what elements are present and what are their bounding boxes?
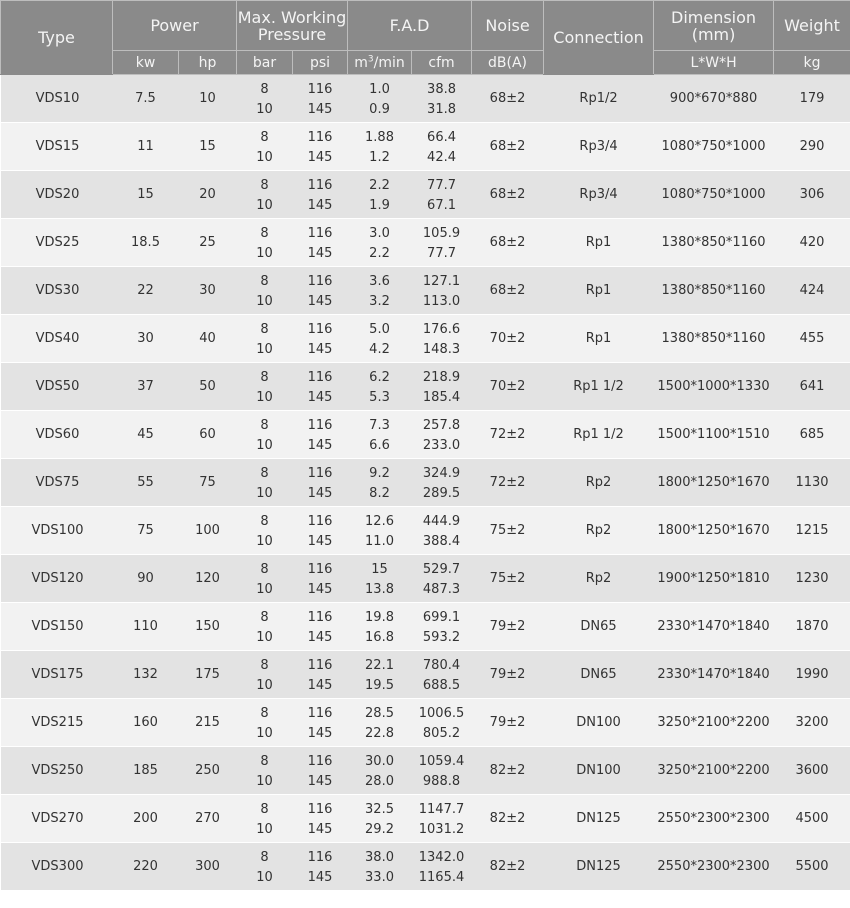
pressure-psi-cell: 145 [293, 625, 348, 651]
pressure-psi-cell: 116 [293, 843, 348, 866]
pressure-psi-cell: 116 [293, 555, 348, 578]
fad-cfm-cell: 185.4 [412, 385, 472, 411]
power-kw-cell: 45 [113, 411, 179, 459]
pressure-bar-cell: 8 [237, 171, 293, 194]
fad-cfm-cell: 77.7 [412, 241, 472, 267]
power-kw-cell: 75 [113, 507, 179, 555]
pressure-bar-cell: 10 [237, 817, 293, 843]
model-type-cell: VDS175 [1, 651, 113, 699]
power-header: Power [113, 1, 237, 51]
fad-m3-cell: 1.9 [348, 193, 412, 219]
fad-m3-cell: 19.8 [348, 603, 412, 626]
fad-cfm-cell: 1059.4 [412, 747, 472, 770]
pressure-psi-cell: 145 [293, 769, 348, 795]
connection-cell: Rp1/2 [544, 75, 654, 123]
pressure-bar-cell: 8 [237, 507, 293, 530]
model-type-cell: VDS300 [1, 843, 113, 891]
pressure-psi-cell: 116 [293, 603, 348, 626]
model-type-cell: VDS215 [1, 699, 113, 747]
fad-cfm-cell: 31.8 [412, 97, 472, 123]
fad-header: F.A.D [348, 1, 472, 51]
dimension-cell: 1080*750*1000 [654, 171, 774, 219]
power-kw-cell: 15 [113, 171, 179, 219]
connection-cell: Rp2 [544, 555, 654, 603]
fad-m3-cell: 9.2 [348, 459, 412, 482]
weight-cell: 306 [774, 171, 850, 219]
fad-cfm-cell: 1342.0 [412, 843, 472, 866]
power-kw-cell: 220 [113, 843, 179, 891]
connection-cell: Rp1 1/2 [544, 411, 654, 459]
model-type-cell: VDS30 [1, 267, 113, 315]
fad-cfm-cell: 1031.2 [412, 817, 472, 843]
dimension-cell: 1500*1100*1510 [654, 411, 774, 459]
connection-cell: Rp2 [544, 459, 654, 507]
fad-m3-cell: 3.6 [348, 267, 412, 290]
fad-cfm-cell: 127.1 [412, 267, 472, 290]
fad-cfm-cell: 38.8 [412, 75, 472, 98]
power-kw-cell: 90 [113, 555, 179, 603]
fad-cfm-cell: 42.4 [412, 145, 472, 171]
fad-cfm-cell: 487.3 [412, 577, 472, 603]
pressure-bar-cell: 10 [237, 337, 293, 363]
table-row [1, 411, 850, 434]
m3-min-unit: $m^3/\min$ [348, 51, 412, 75]
table-row [1, 651, 850, 674]
fad-cfm-cell: 257.8 [412, 411, 472, 434]
weight-cell: 685 [774, 411, 850, 459]
dimension-cell: 2550*2300*2300 [654, 795, 774, 843]
pressure-bar-cell: 8 [237, 411, 293, 434]
dimension-cell: 2330*1470*1840 [654, 603, 774, 651]
pressure-bar-cell: 10 [237, 769, 293, 795]
cfm-unit: cfm [412, 51, 472, 75]
fad-cfm-cell: 105.9 [412, 219, 472, 242]
pressure-bar-cell: 8 [237, 267, 293, 290]
pressure-bar-cell: 8 [237, 603, 293, 626]
model-type-cell: VDS120 [1, 555, 113, 603]
fad-cfm-cell: 77.7 [412, 171, 472, 194]
power-hp-cell: 215 [179, 699, 237, 747]
fad-m3-cell: 22.8 [348, 721, 412, 747]
power-hp-cell: 75 [179, 459, 237, 507]
fad-m3-cell: 0.9 [348, 97, 412, 123]
psi-unit: psi [293, 51, 348, 75]
fad-m3-cell: 15 [348, 555, 412, 578]
fad-cfm-cell: 593.2 [412, 625, 472, 651]
pressure-bar-cell: 10 [237, 577, 293, 603]
fad-m3-cell: 12.6 [348, 507, 412, 530]
power-hp-cell: 120 [179, 555, 237, 603]
pressure-bar-cell: 10 [237, 241, 293, 267]
pressure-bar-cell: 10 [237, 529, 293, 555]
fad-cfm-cell: 289.5 [412, 481, 472, 507]
fad-cfm-cell: 324.9 [412, 459, 472, 482]
dimension-cell: 1080*750*1000 [654, 123, 774, 171]
pressure-psi-cell: 145 [293, 817, 348, 843]
pressure-psi-cell: 145 [293, 241, 348, 267]
table-row [1, 747, 850, 770]
weight-cell: 420 [774, 219, 850, 267]
dimension-cell: 1380*850*1160 [654, 267, 774, 315]
dimension-cell: 1800*1250*1670 [654, 459, 774, 507]
pressure-psi-cell: 116 [293, 123, 348, 146]
connection-cell: Rp3/4 [544, 123, 654, 171]
table-row [1, 267, 850, 290]
fad-cfm-cell: 66.4 [412, 123, 472, 146]
fad-cfm-cell: 1165.4 [412, 865, 472, 891]
pressure-bar-cell: 8 [237, 75, 293, 98]
fad-cfm-cell: 444.9 [412, 507, 472, 530]
noise-cell: 72±2 [472, 411, 544, 459]
pressure-psi-cell: 116 [293, 363, 348, 386]
weight-cell: 290 [774, 123, 850, 171]
connection-cell: DN125 [544, 795, 654, 843]
table-row [1, 795, 850, 818]
noise-cell: 79±2 [472, 603, 544, 651]
pressure-psi-cell: 116 [293, 315, 348, 338]
pressure-bar-cell: 10 [237, 673, 293, 699]
connection-header: Connection [544, 1, 654, 75]
table-row [1, 363, 850, 386]
table-row [1, 507, 850, 530]
power-hp-cell: 50 [179, 363, 237, 411]
weight-cell: 3600 [774, 747, 850, 795]
table-row [1, 843, 850, 866]
weight-cell: 179 [774, 75, 850, 123]
pressure-bar-cell: 10 [237, 193, 293, 219]
weight-cell: 1130 [774, 459, 850, 507]
connection-cell: Rp1 [544, 315, 654, 363]
fad-cfm-cell: 67.1 [412, 193, 472, 219]
table-body [1, 75, 850, 891]
pressure-psi-cell: 145 [293, 865, 348, 891]
power-kw-cell: 55 [113, 459, 179, 507]
noise-cell: 68±2 [472, 171, 544, 219]
fad-cfm-cell: 529.7 [412, 555, 472, 578]
table-row [1, 75, 850, 98]
table-row [1, 219, 850, 242]
fad-cfm-cell: 233.0 [412, 433, 472, 459]
fad-cfm-cell: 148.3 [412, 337, 472, 363]
table-row [1, 171, 850, 194]
fad-cfm-cell: 805.2 [412, 721, 472, 747]
fad-m3-cell: 30.0 [348, 747, 412, 770]
noise-cell: 82±2 [472, 747, 544, 795]
dimension-cell: 1800*1250*1670 [654, 507, 774, 555]
pressure-header: Max. Working Pressure [237, 1, 348, 51]
fad-cfm-cell: 699.1 [412, 603, 472, 626]
fad-m3-cell: 32.5 [348, 795, 412, 818]
power-kw-cell: 18.5 [113, 219, 179, 267]
pressure-bar-cell: 8 [237, 555, 293, 578]
bar-unit: bar [237, 51, 293, 75]
table-row [1, 603, 850, 626]
connection-cell: Rp3/4 [544, 171, 654, 219]
weight-cell: 1870 [774, 603, 850, 651]
pressure-psi-cell: 116 [293, 507, 348, 530]
fad-m3-cell: 11.0 [348, 529, 412, 555]
pressure-psi-cell: 145 [293, 577, 348, 603]
power-hp-cell: 10 [179, 75, 237, 123]
noise-cell: 68±2 [472, 219, 544, 267]
pressure-psi-cell: 145 [293, 433, 348, 459]
pressure-psi-cell: 145 [293, 673, 348, 699]
pressure-psi-cell: 145 [293, 193, 348, 219]
pressure-bar-cell: 10 [237, 865, 293, 891]
model-type-cell: VDS60 [1, 411, 113, 459]
fad-m3-cell: 19.5 [348, 673, 412, 699]
dimension-cell: 1380*850*1160 [654, 219, 774, 267]
weight-cell: 5500 [774, 843, 850, 891]
fad-m3-cell: 2.2 [348, 171, 412, 194]
pressure-bar-cell: 8 [237, 219, 293, 242]
noise-cell: 75±2 [472, 507, 544, 555]
pressure-bar-cell: 8 [237, 123, 293, 146]
pressure-bar-cell: 10 [237, 721, 293, 747]
connection-cell: DN125 [544, 843, 654, 891]
table-row [1, 555, 850, 578]
noise-cell: 68±2 [472, 75, 544, 123]
pressure-bar-cell: 10 [237, 289, 293, 315]
table-row [1, 123, 850, 146]
power-kw-cell: 37 [113, 363, 179, 411]
noise-cell: 68±2 [472, 123, 544, 171]
dimension-cell: 3250*2100*2200 [654, 747, 774, 795]
weight-cell: 1990 [774, 651, 850, 699]
pressure-psi-cell: 145 [293, 481, 348, 507]
noise-cell: 70±2 [472, 363, 544, 411]
fad-m3-cell: 6.2 [348, 363, 412, 386]
power-kw-cell: 11 [113, 123, 179, 171]
connection-cell: Rp1 1/2 [544, 363, 654, 411]
weight-cell: 1230 [774, 555, 850, 603]
weight-header: Weight [774, 1, 850, 51]
weight-cell: 4500 [774, 795, 850, 843]
dimension-cell: 3250*2100*2200 [654, 699, 774, 747]
power-hp-cell: 60 [179, 411, 237, 459]
noise-cell: 79±2 [472, 651, 544, 699]
fad-m3-cell: 22.1 [348, 651, 412, 674]
power-kw-cell: 200 [113, 795, 179, 843]
pressure-psi-cell: 116 [293, 267, 348, 290]
power-kw-cell: 110 [113, 603, 179, 651]
model-type-cell: VDS20 [1, 171, 113, 219]
fad-m3-cell: 1.0 [348, 75, 412, 98]
noise-header: Noise [472, 1, 544, 51]
fad-m3-cell: 3.2 [348, 289, 412, 315]
fad-cfm-cell: 688.5 [412, 673, 472, 699]
model-type-cell: VDS40 [1, 315, 113, 363]
weight-cell: 641 [774, 363, 850, 411]
fad-m3-cell: 29.2 [348, 817, 412, 843]
pressure-psi-cell: 145 [293, 289, 348, 315]
fad-m3-cell: 2.2 [348, 241, 412, 267]
power-kw-cell: 160 [113, 699, 179, 747]
pressure-bar-cell: 8 [237, 459, 293, 482]
fad-cfm-cell: 1147.7 [412, 795, 472, 818]
pressure-bar-cell: 8 [237, 363, 293, 386]
pressure-psi-cell: 145 [293, 721, 348, 747]
pressure-bar-cell: 10 [237, 481, 293, 507]
model-type-cell: VDS10 [1, 75, 113, 123]
fad-m3-cell: 16.8 [348, 625, 412, 651]
power-hp-cell: 175 [179, 651, 237, 699]
dimension-header: Dimension (mm) [654, 1, 774, 51]
fad-m3-cell: 38.0 [348, 843, 412, 866]
fad-m3-cell: 8.2 [348, 481, 412, 507]
pressure-psi-cell: 116 [293, 219, 348, 242]
pressure-bar-cell: 8 [237, 315, 293, 338]
pressure-bar-cell: 8 [237, 843, 293, 866]
fad-cfm-cell: 988.8 [412, 769, 472, 795]
fad-cfm-cell: 176.6 [412, 315, 472, 338]
fad-cfm-cell: 388.4 [412, 529, 472, 555]
power-hp-cell: 15 [179, 123, 237, 171]
table-row [1, 699, 850, 722]
dimension-cell: 1900*1250*1810 [654, 555, 774, 603]
pressure-bar-cell: 8 [237, 651, 293, 674]
dimension-cell: 1380*850*1160 [654, 315, 774, 363]
noise-cell: 75±2 [472, 555, 544, 603]
noise-cell: 82±2 [472, 843, 544, 891]
dimension-cell: 2330*1470*1840 [654, 651, 774, 699]
weight-unit: kg [774, 51, 850, 75]
fad-m3-cell: 5.0 [348, 315, 412, 338]
pressure-bar-cell: 10 [237, 145, 293, 171]
pressure-psi-cell: 145 [293, 145, 348, 171]
power-hp-cell: 20 [179, 171, 237, 219]
fad-m3-cell: 4.2 [348, 337, 412, 363]
noise-cell: 82±2 [472, 795, 544, 843]
pressure-bar-cell: 8 [237, 699, 293, 722]
model-type-cell: VDS250 [1, 747, 113, 795]
connection-cell: DN100 [544, 699, 654, 747]
dimension-cell: 900*670*880 [654, 75, 774, 123]
fad-m3-cell: 28.5 [348, 699, 412, 722]
model-type-cell: VDS270 [1, 795, 113, 843]
power-kw-cell: 185 [113, 747, 179, 795]
power-hp-cell: 100 [179, 507, 237, 555]
fad-m3-cell: 5.3 [348, 385, 412, 411]
hp-unit: hp [179, 51, 237, 75]
fad-m3-cell: 13.8 [348, 577, 412, 603]
model-type-cell: VDS50 [1, 363, 113, 411]
noise-unit: dB(A) [472, 51, 544, 75]
pressure-psi-cell: 116 [293, 411, 348, 434]
pressure-psi-cell: 145 [293, 97, 348, 123]
fad-m3-cell: 7.3 [348, 411, 412, 434]
connection-cell: DN100 [544, 747, 654, 795]
pressure-bar-cell: 10 [237, 97, 293, 123]
noise-cell: 70±2 [472, 315, 544, 363]
noise-cell: 68±2 [472, 267, 544, 315]
noise-cell: 72±2 [472, 459, 544, 507]
connection-cell: Rp2 [544, 507, 654, 555]
table-row [1, 459, 850, 482]
pressure-psi-cell: 116 [293, 75, 348, 98]
table-row [1, 315, 850, 338]
type-header: Type [1, 1, 113, 75]
noise-cell: 79±2 [472, 699, 544, 747]
pressure-psi-cell: 116 [293, 171, 348, 194]
power-hp-cell: 150 [179, 603, 237, 651]
pressure-bar-cell: 8 [237, 795, 293, 818]
power-hp-cell: 300 [179, 843, 237, 891]
fad-cfm-cell: 1006.5 [412, 699, 472, 722]
fad-m3-cell: 1.2 [348, 145, 412, 171]
power-hp-cell: 25 [179, 219, 237, 267]
pressure-bar-cell: 10 [237, 625, 293, 651]
pressure-psi-cell: 116 [293, 795, 348, 818]
dimension-cell: 1500*1000*1330 [654, 363, 774, 411]
pressure-bar-cell: 8 [237, 747, 293, 770]
kw-unit: kw [113, 51, 179, 75]
pressure-psi-cell: 145 [293, 385, 348, 411]
fad-cfm-cell: 113.0 [412, 289, 472, 315]
connection-cell: DN65 [544, 603, 654, 651]
fad-m3-cell: 6.6 [348, 433, 412, 459]
model-type-cell: VDS75 [1, 459, 113, 507]
pressure-psi-cell: 116 [293, 459, 348, 482]
power-hp-cell: 40 [179, 315, 237, 363]
dimension-unit: L*W*H [654, 51, 774, 75]
fad-m3-cell: 3.0 [348, 219, 412, 242]
table-header [1, 1, 850, 75]
fad-m3-cell: 28.0 [348, 769, 412, 795]
pressure-psi-cell: 145 [293, 337, 348, 363]
fad-cfm-cell: 218.9 [412, 363, 472, 386]
power-kw-cell: 7.5 [113, 75, 179, 123]
fad-m3-cell: 1.88 [348, 123, 412, 146]
model-type-cell: VDS25 [1, 219, 113, 267]
power-kw-cell: 132 [113, 651, 179, 699]
power-hp-cell: 250 [179, 747, 237, 795]
power-hp-cell: 30 [179, 267, 237, 315]
pressure-psi-cell: 116 [293, 651, 348, 674]
fad-m3-cell: 33.0 [348, 865, 412, 891]
dimension-cell: 2550*2300*2300 [654, 843, 774, 891]
weight-cell: 1215 [774, 507, 850, 555]
connection-cell: Rp1 [544, 267, 654, 315]
model-type-cell: VDS15 [1, 123, 113, 171]
weight-cell: 3200 [774, 699, 850, 747]
model-type-cell: VDS150 [1, 603, 113, 651]
pressure-psi-cell: 116 [293, 699, 348, 722]
pressure-bar-cell: 10 [237, 385, 293, 411]
weight-cell: 455 [774, 315, 850, 363]
power-hp-cell: 270 [179, 795, 237, 843]
pressure-psi-cell: 116 [293, 747, 348, 770]
connection-cell: DN65 [544, 651, 654, 699]
power-kw-cell: 30 [113, 315, 179, 363]
weight-cell: 424 [774, 267, 850, 315]
model-type-cell: VDS100 [1, 507, 113, 555]
pressure-psi-cell: 145 [293, 529, 348, 555]
power-kw-cell: 22 [113, 267, 179, 315]
fad-cfm-cell: 780.4 [412, 651, 472, 674]
pressure-bar-cell: 10 [237, 433, 293, 459]
connection-cell: Rp1 [544, 219, 654, 267]
